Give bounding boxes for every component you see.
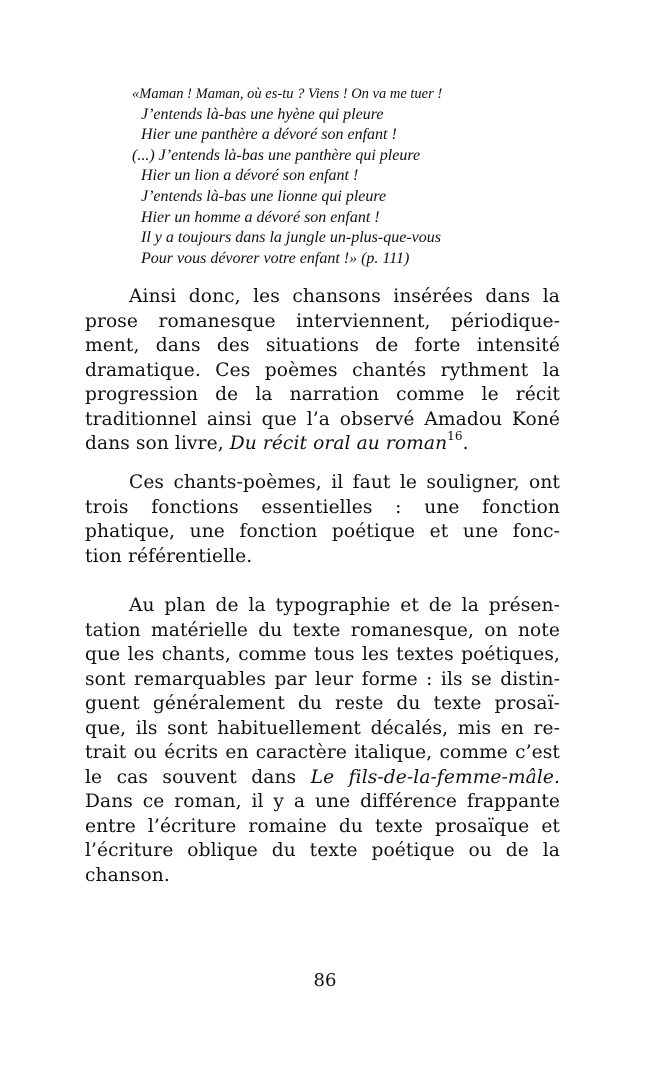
paragraph-three-functions: [85, 471, 560, 569]
poem-line: J’entends là-bas une hyène qui pleure: [141, 105, 384, 123]
text-line: Au plan de la typographie et de la présen-: [129, 595, 560, 616]
text-line: que les chants, comme tous les textes poétiques,: [85, 644, 560, 665]
footnote-reference: 16: [447, 428, 463, 443]
text-line: trois fonctions essentielles : une fonction: [85, 496, 560, 518]
text-line: progression de la narration comme le récit: [85, 384, 560, 405]
poem-line: Il y a toujours dans la jungle un-plus-que-vous: [141, 229, 441, 247]
text-line: Ces chants-poèmes, il faut le souligner, ont: [129, 472, 560, 493]
text-line: dramatique. Ces poèmes chantés rythment la: [85, 359, 560, 381]
poem-line: Hier un lion a dévoré son enfant !: [141, 167, 359, 185]
text-segment: le cas souvent dans: [85, 766, 311, 788]
text-line: guent généralement du reste du texte prosaï-: [85, 693, 560, 714]
text-line: que, ils sont habituellement décalés, mis en re-: [85, 717, 560, 739]
text-line: [85, 766, 560, 791]
text-line: ment, dans des situations de forte intensité: [85, 335, 560, 356]
paragraph-typography: [85, 594, 560, 888]
poem-line: Hier une panthère a dévoré son enfant !: [141, 126, 397, 144]
poem-line: Pour vous dévorer votre enfant !» (p. 111): [141, 249, 410, 267]
text-line: trait ou écrits en caractère italique, comme c’est: [85, 742, 560, 763]
poem-quotation: [132, 84, 532, 269]
text-line: tion référentielle.: [85, 545, 253, 567]
text-line: phatique, une fonction poétique et une fonc-: [85, 521, 560, 542]
novel-title: Le fils-de-la-femme-mâle.: [310, 766, 560, 788]
text-line: prose romanesque interviennent, périodique-: [85, 310, 560, 332]
poem-line: (...) J’entends là-bas une panthère qui pleure: [132, 146, 421, 164]
poem-line: J’entends là-bas une lionne qui pleure: [141, 187, 387, 205]
text-line: Dans ce roman, il y a une différence frappante: [85, 791, 560, 812]
poem-line: «Maman ! Maman, où es-tu ? Viens ! On va me tuer !: [132, 86, 443, 102]
text-line: [85, 428, 560, 457]
text-line: tation matérielle du texte romanesque, on note: [85, 619, 560, 641]
text-line: chanson.: [85, 864, 170, 886]
book-title: Du récit oral au roman: [229, 433, 448, 454]
poem-line: Hier un homme a dévoré son enfant !: [141, 208, 380, 226]
text-segment: .: [462, 433, 469, 454]
paragraph-songs-in-prose: [85, 285, 560, 457]
text-segment: dans son livre,: [85, 433, 230, 454]
text-line: entre l’écriture romaine du texte prosaïque et: [85, 815, 560, 837]
text-line: sont remarquables par leur forme : ils se distin-: [85, 668, 560, 690]
text-line: l’écriture oblique du texte poétique ou de la: [85, 840, 560, 861]
page-number: 86: [313, 970, 337, 991]
text-line: Ainsi donc, les chansons insérées dans la: [129, 286, 560, 307]
text-line: traditionnel ainsi que l’a observé Amadou Koné: [85, 408, 560, 430]
